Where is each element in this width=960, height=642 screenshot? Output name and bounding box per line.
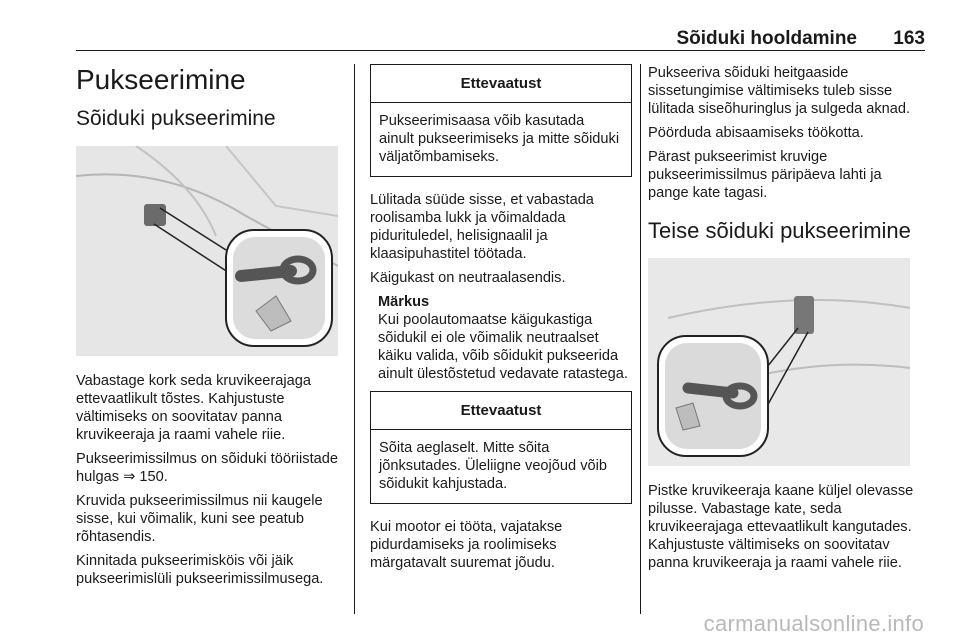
caution-title: Ettevaatust	[371, 392, 631, 430]
section-heading: Teise sõiduki pukseerimine	[648, 218, 911, 243]
page-ref-icon: ⇒	[123, 469, 136, 485]
chapter-title: Sõiduki hooldamine	[676, 28, 857, 49]
paragraph: Kui mootor ei tööta, vajatakse pidurdamiseks ja roolimiseks märgatavalt suuremat jõudu.	[370, 519, 563, 571]
column-2	[370, 64, 632, 578]
rear-tow-eye-illustration	[648, 258, 910, 466]
section-subtitle: Sõiduki pukseerimine	[76, 107, 276, 130]
page-ref[interactable]: 150.	[139, 469, 168, 485]
paragraph: Kinnitada pukseerimisköis või jäik pukseerimislüli pukseerimissilmusega.	[76, 553, 324, 587]
caution-text: Pukseerimisaasa võib kasutada ainult pukseerimiseks ja mitte sõiduki väljatõmbamiseks.	[379, 113, 620, 165]
column-divider	[640, 64, 641, 614]
paragraph: Pukseerimissilmus on sõiduki tööriistade hulgas ⇒ 150.	[76, 451, 338, 485]
column-divider	[354, 64, 355, 614]
section-title: Pukseerimine	[76, 64, 246, 95]
note-box	[370, 293, 632, 383]
page-header	[76, 26, 925, 51]
caution-box	[370, 64, 632, 177]
paragraph: Pukseeriva sõiduki heitgaaside sissetungimise vältimiseks tuleb sisse lülitada siseõhuringlus ja sulgeda aknad.	[648, 65, 911, 117]
paragraph: Pöörduda abisaamiseks töökotta.	[648, 125, 864, 141]
note-title: Märkus	[378, 294, 430, 310]
page-number: 163	[893, 28, 925, 49]
column-3	[648, 64, 926, 578]
paragraph: Pistke kruvikeeraja kaane küljel olevasse pilusse. Vabastage kate, seda kruvikeerajaga ettevaatlikult kangutades. Kahjustuste vältimiseks on soovitatav panna kruvikeeraja ja raami vahele riie.	[648, 483, 914, 571]
front-tow-eye-illustration	[76, 146, 338, 356]
caution-text: Sõita aeglaselt. Mitte sõita jõnksutades. Üleliigne veojõud võib sõidukit kahjustada.	[379, 440, 607, 492]
paragraph: Kruvida pukseerimissilmus nii kaugele sisse, kui võimalik, kuni see peatub rõhtasendis.	[76, 493, 323, 545]
paragraph: Vabastage kork seda kruvikeerajaga ettevaatlikult tõstes. Kahjustuste vältimiseks on soovitatav panna kruvikeeraja ja raami vahele riie.	[76, 373, 311, 443]
caution-title: Ettevaatust	[371, 65, 631, 103]
column-1	[76, 64, 338, 594]
watermark: carmanualsonline.info	[703, 611, 924, 636]
paragraph: Pärast pukseerimist kruvige pukseerimissilmus päripäeva lahti ja pange kate tagasi.	[648, 149, 882, 201]
paragraph: Lülitada süüde sisse, et vabastada roolisamba lukk ja võimaldada pidurituledel, helisignaalil ja klaasipuhastitel töötada.	[370, 192, 594, 262]
paragraph: Käigukast on neutraalasendis.	[370, 270, 566, 286]
caution-box	[370, 391, 632, 504]
note-text: Kui poolautomaatse käigukastiga sõidukil ei ole võimalik neutraalset käiku valida, võib sõidukit pukseerida ainult ülestõstetud vedavate ratastega.	[378, 312, 628, 382]
